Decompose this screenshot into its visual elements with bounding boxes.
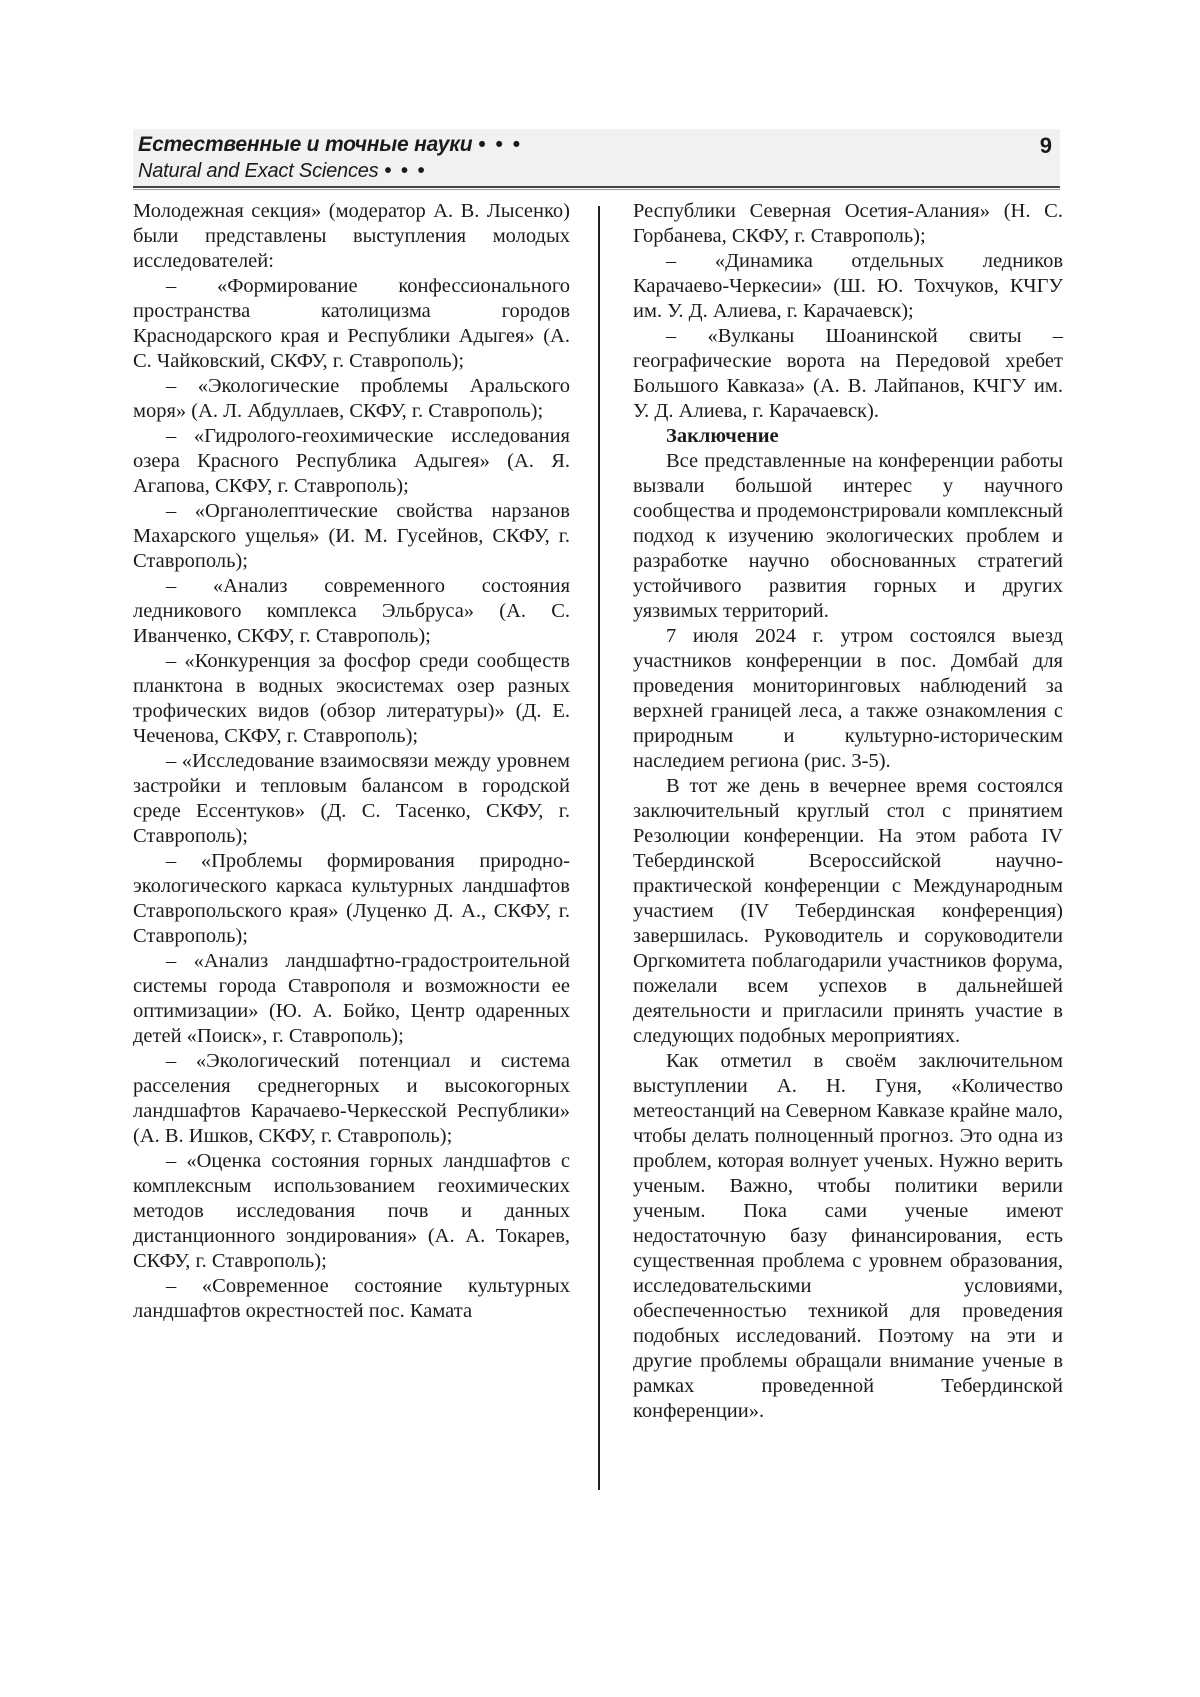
paragraph: Республики Северная Осетия-Алания» (Н. С. Горбанева, СКФУ, г. Ставрополь);: [633, 200, 1063, 247]
paragraph: – «Оценка состояния горных ландшафтов с комплексным использованием геохимических методов исследования почв и данных дистанционного зондирования» (А. А. Токарев, СКФУ, г. Ставрополь);: [133, 1150, 570, 1272]
paragraph: – «Органолептические свойства нарзанов Махарского ущелья» (И. М. Гусейнов, СКФУ, г. Ставрополь);: [133, 500, 570, 572]
header-dots-ru: • • •: [478, 133, 523, 156]
paragraph: – «Современное состояние культурных ландшафтов окрестностей пос. Камата: [133, 1275, 570, 1322]
section-heading: Заключение: [666, 425, 779, 447]
paragraph: – «Формирование конфессионального пространства католицизма городов Краснодарского края и Республики Адыгея» (А. С. Чайковский, СКФУ, г. Ставрополь);: [133, 275, 570, 372]
paragraph: 7 июля 2024 г. утром состоялся выезд участников конференции в пос. Домбай для проведения мониторинговых наблюдений за верхней границей леса, а также ознакомления с природным и культурно-историческим наследием региона (рис. 3-5).: [633, 625, 1063, 772]
paragraph: – «Экологические проблемы Аральского моря» (А. Л. Абдуллаев, СКФУ, г. Ставрополь);: [133, 375, 570, 422]
section-title-ru: Естественные и точные науки: [138, 133, 473, 156]
paragraph: – «Экологический потенциал и система расселения среднегорных и высокогорных ландшафтов Карачаево-Черкесской Республики» (А. В. Ишков, СКФУ, г. Ставрополь);: [133, 1050, 570, 1147]
paragraph: – «Конкуренция за фосфор среди сообществ планктона в водных экосистемах озер разных трофических видов (обзор литературы)» (Д. Е. Чеченова, СКФУ, г. Ставрополь);: [133, 650, 570, 747]
section-title-en: Natural and Exact Sciences: [138, 160, 379, 182]
paragraph: Молодежная секция» (модератор А. В. Лысенко) были представлены выступления молодых исследователей:: [133, 200, 570, 272]
paragraph: – «Анализ ландшафтно-градостроительной системы города Ставрополя и возможности ее оптимизации» (Ю. А. Бойко, Центр одаренных детей «Поиск», г. Ставрополь);: [133, 950, 570, 1047]
paragraph: Все представленные на конференции работы вызвали большой интерес у научного сообщества и продемонстрировали комплексный подход к изучению экологических проблем и разработке научно обоснованных стратегий устойчивого развития горных и других уязвимых территорий.: [633, 450, 1063, 622]
paragraph: В тот же день в вечернее время состоялся заключительный круглый стол с принятием Резолюции конференции. На этом работа IV Тебердинской Всероссийской научно-практической конференции с Международным участием (IV Тебердинская конференция) завершилась. Руководитель и соруководители Оргкомитета поблагодарили участников форума, пожелали всем успехов в дальнейшей деятельности и пригласили принять участие в следующих подобных мероприятиях.: [633, 775, 1063, 1047]
header-dots-en: • • •: [384, 160, 427, 182]
header-rule: [133, 186, 1060, 190]
paragraph: – «Анализ современного состояния ледникового комплекса Эльбруса» (А. С. Иванченко, СКФУ, г. Ставрополь);: [133, 575, 570, 647]
text-column-right: [633, 199, 1063, 1424]
paragraph: – «Гидролого-геохимические исследования озера Красного Республика Адыгея» (А. Я. Агапова, СКФУ, г. Ставрополь);: [133, 425, 570, 497]
paragraph: – «Вулканы Шоанинской свиты – географические ворота на Передовой хребет Большого Кавказа» (А. В. Лайпанов, КЧГУ им. У. Д. Алиева, г. Карачаевск).: [633, 325, 1063, 422]
paragraph: Как отметил в своём заключительном выступлении А. Н. Гуня, «Количество метеостанций на Северном Кавказе крайне мало, чтобы делать полноценный прогноз. Это одна из проблем, которая волнует ученых. Нужно верить ученым. Важно, чтобы политики верили ученым. Пока сами ученые имеют недостаточную базу финансирования, есть существенная проблема с уровнем образования, исследовательскими условиями, обеспеченностью техникой для проведения подобных исследований. Поэтому на эти и другие проблемы обращали внимание ученые в рамках проведенной Тебердинской конференции».: [633, 1050, 1063, 1422]
text-column-left: [133, 199, 570, 1324]
paragraph: – «Проблемы формирования природно-экологического каркаса культурных ландшафтов Ставропольского края» (Луценко Д. А., СКФУ, г. Ставрополь);: [133, 850, 570, 947]
column-divider: [598, 206, 600, 1490]
page-number: 9: [1039, 133, 1052, 158]
running-header-title-ru: [138, 132, 1052, 158]
paragraph: – «Исследование взаимосвязи между уровнем застройки и тепловым балансом в городской среде Ессентуков» (Д. С. Тасенко, СКФУ, г. Ставрополь);: [133, 750, 570, 847]
paragraph: – «Динамика отдельных ледников Карачаево-Черкесии» (Ш. Ю. Тохчуков, КЧГУ им. У. Д. Алиева, г. Карачаевск);: [633, 250, 1063, 322]
running-header-title-en: [138, 158, 1052, 184]
running-header: [133, 129, 1060, 186]
